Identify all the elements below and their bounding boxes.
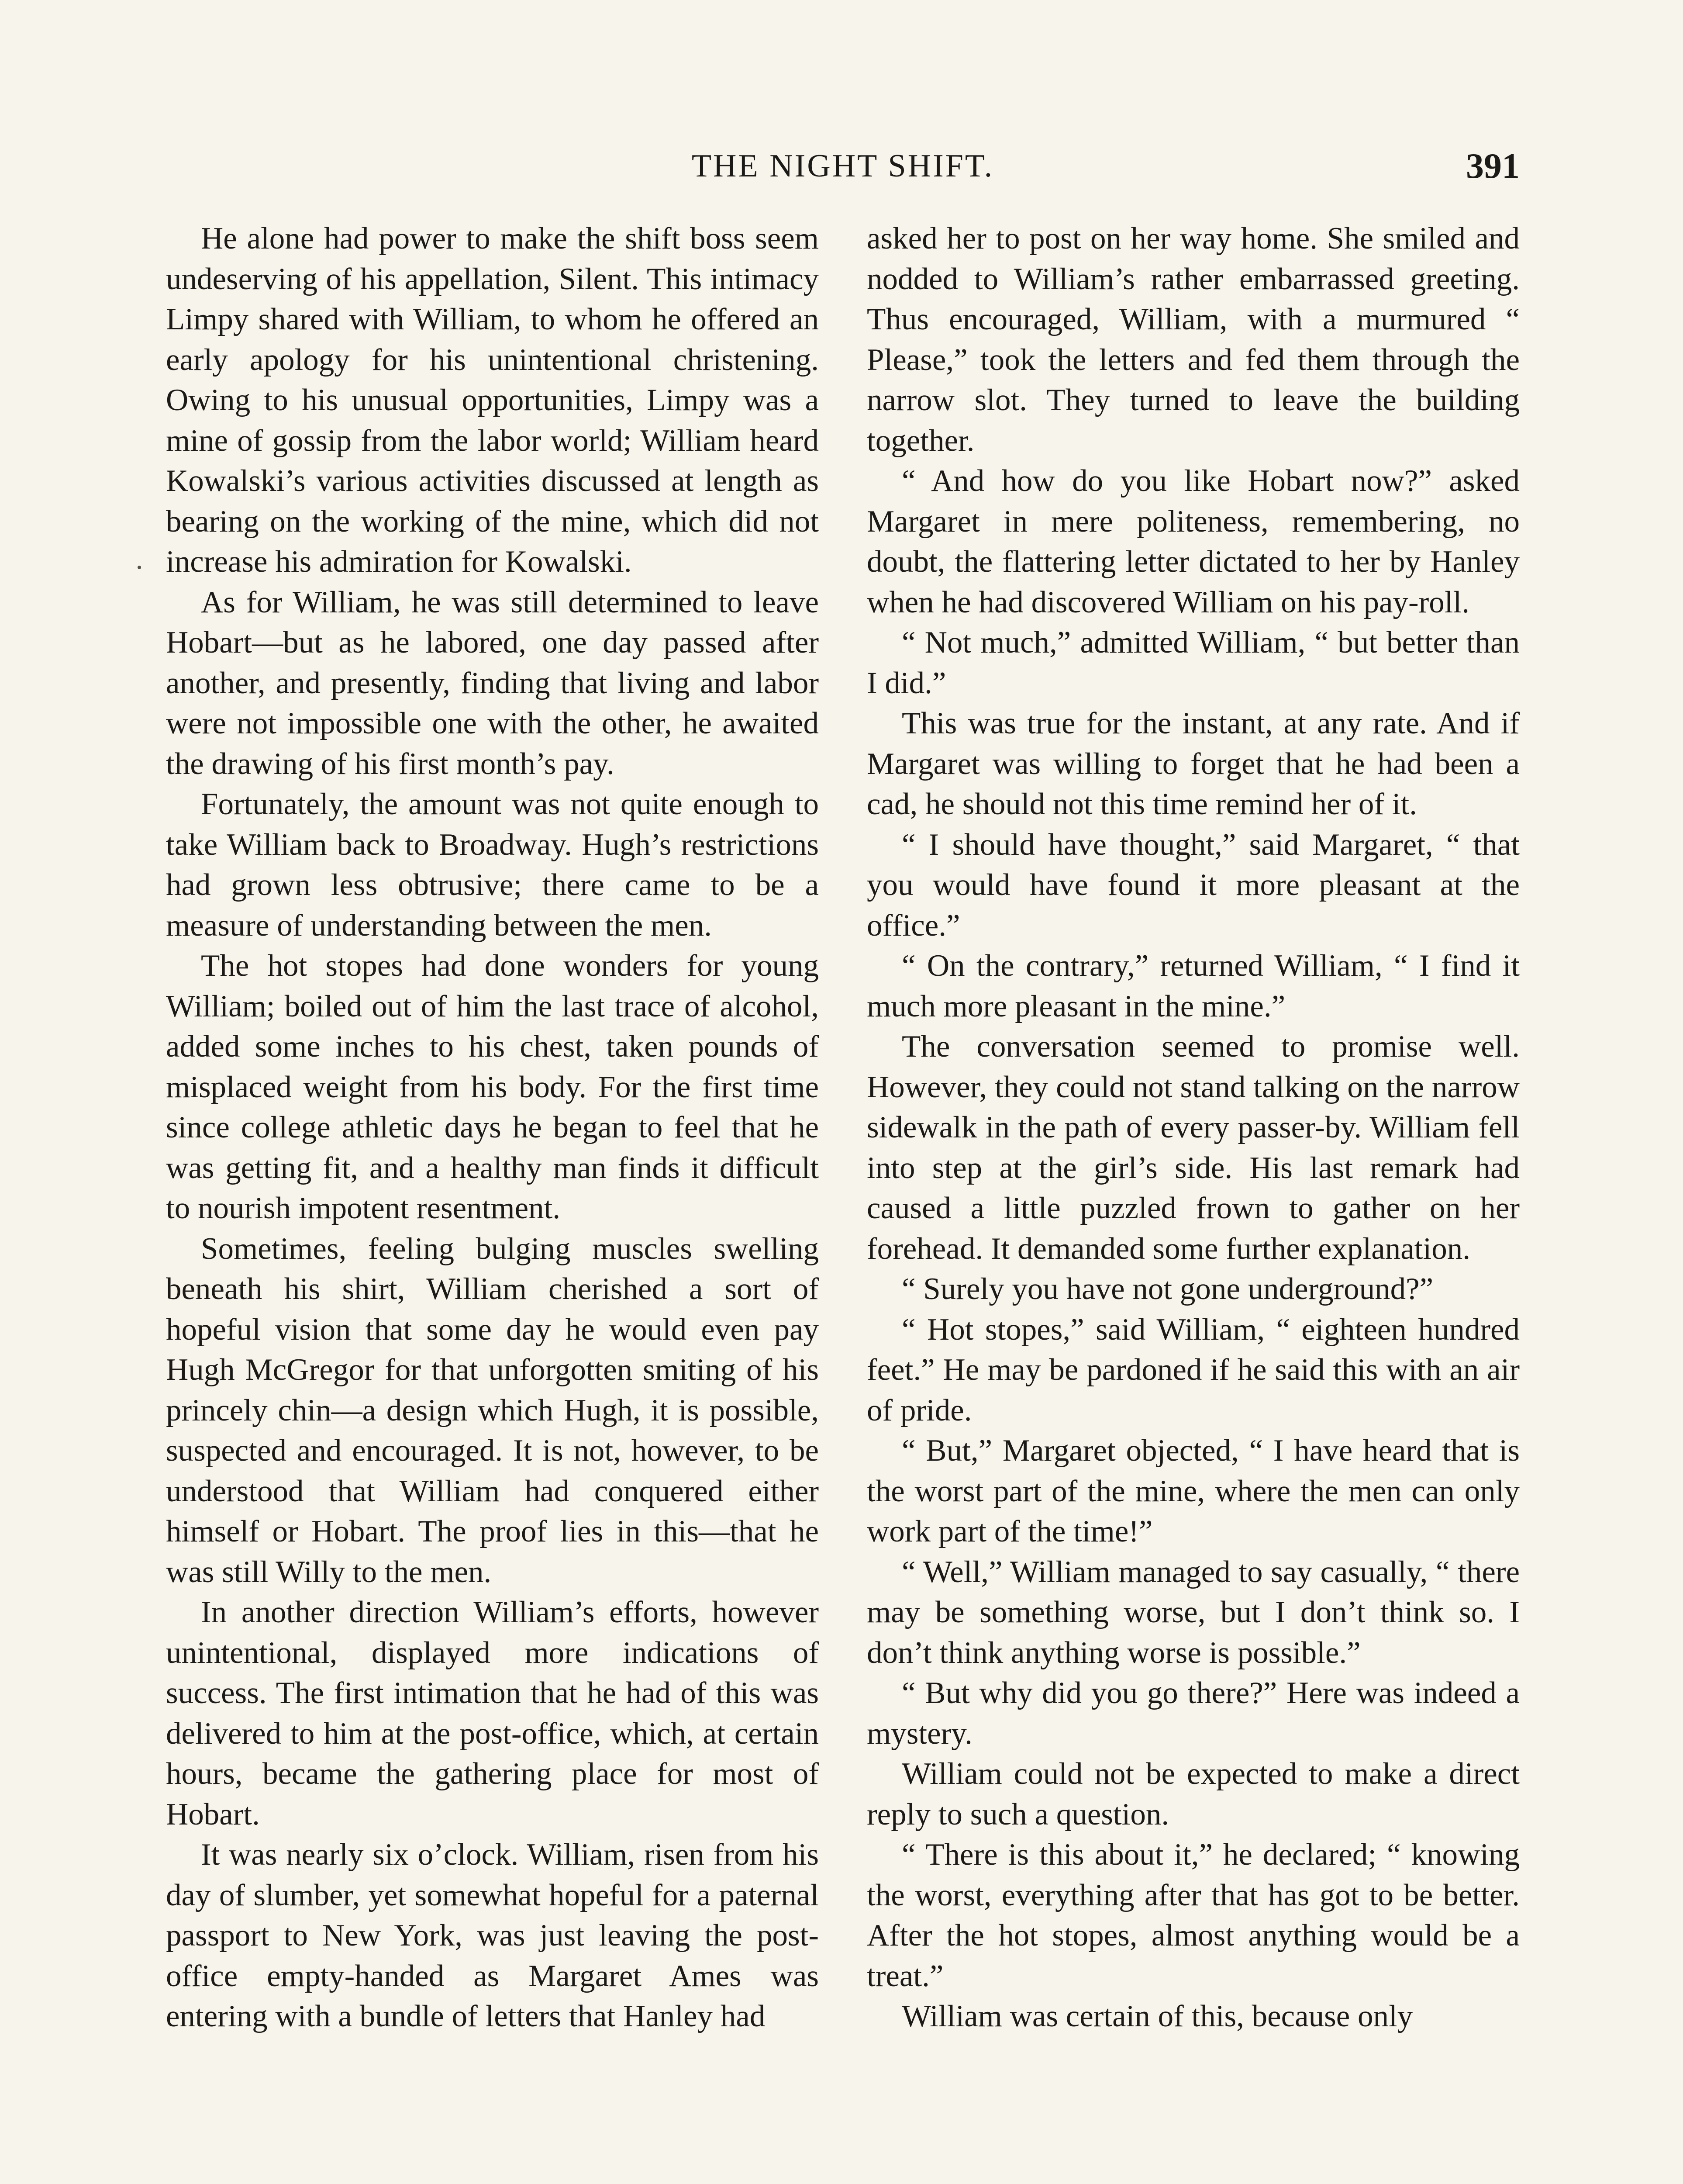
paragraph: “ Surely you have not gone underground?”	[902, 1272, 1434, 1306]
paragraph: “ There is this about it,” he declared; “ knowing the worst, everything after that has got to be better. After the hot stopes, almost anything would be a treat.”	[867, 1838, 1520, 1993]
paragraph: The conversation seemed to promise well. However, they could not stand talking on the narrow sidewalk in the path of every passer-by. William fell into step at the girl’s side. His last remark had caused a little puzzled frown to gather on her forehead. It demanded some further explanation.	[867, 1030, 1520, 1266]
paragraph: It was nearly six o’clock. William, risen from his day of slumber, yet somewhat hopeful for a paternal passport to New York, was just leaving the post-office empty-handed as Margaret Ames was entering with a bundle of letters that Hanley had	[166, 1838, 819, 2033]
paragraph: In another direction William’s efforts, however unintentional, displayed more indications of success. The first intimation that he had of this was delivered to him at the post-office, which, at certain hours, became the gathering place for most of Hobart.	[166, 1595, 819, 1832]
paragraph: The hot stopes had done wonders for young William; boiled out of him the last trace of alcohol, added some inches to his chest, taken pounds of misplaced weight from his body. For the first time since college athletic days he began to feel that he was getting fit, and a healthy man finds it difficult to nourish impotent resentment.	[166, 949, 819, 1225]
paragraph: “ Not much,” admitted William, “ but better than I did.”	[867, 625, 1520, 700]
paragraph: As for William, he was still determined to leave Hobart—but as he labored, one day passed after another, and presently, finding that living and labor were not impossible one with the other, he awaited the drawing of his first month’s pay.	[166, 585, 819, 781]
page-number: 391	[1466, 146, 1520, 186]
paragraph: “ But why did you go there?” Here was indeed a mystery.	[867, 1676, 1520, 1751]
paragraph: This was true for the instant, at any rate. And if Margaret was willing to forget that he had been a cad, he should not this time remind her of it.	[867, 706, 1520, 821]
paragraph: William was certain of this, because only	[902, 1999, 1413, 2033]
paragraph: Sometimes, feeling bulging muscles swelling beneath his shirt, William cherished a sort of hopeful vision that some day he would even pay Hugh McGregor for that unforgotten smiting of his princely chin—a design which Hugh, it is possible, suspected and encouraged. It is not, however, to be understood that William had conquered either himself or Hobart. The proof lies in this—that he was still Willy to the men.	[166, 1231, 819, 1589]
paragraph: “ Hot stopes,” said William, “ eighteen hundred feet.” He may be pardoned if he said this with an air of pride.	[867, 1312, 1520, 1427]
print-speck	[138, 566, 141, 569]
paragraph: “ Well,” William managed to say casually, “ there may be something worse, but I don’t think so. I don’t think anything worse is possible.”	[867, 1555, 1520, 1670]
paragraph: He alone had power to make the shift boss seem undeserving of his appellation, Silent. This intimacy Limpy shared with William, to whom he offered an early apology for his unintentional christening. Owing to his unusual opportunities, Limpy was a mine of gossip from the labor world; William heard Kowalski’s various activities discussed at length as bearing on the working of the mine, which did not increase his admiration for Kowalski.	[166, 221, 819, 579]
paragraph-continued: asked her to post on her way home. She smiled and nodded to William’s rather embarrassed greeting. Thus encouraged, William, with a murmured “ Please,” took the letters and fed them through the narrow slot. They turned to leave the building together.	[867, 221, 1520, 458]
paragraph: William could not be expected to make a direct reply to such a question.	[867, 1757, 1520, 1832]
paragraph: “ But,” Margaret objected, “ I have heard that is the worst part of the mine, where the men can only work part of the time!”	[867, 1434, 1520, 1548]
paragraph: Fortunately, the amount was not quite enough to take William back to Broadway. Hugh’s restrictions had grown less obtrusive; there came to be a measure of understanding between the men.	[166, 787, 819, 943]
right-column	[867, 218, 1520, 2037]
running-title: THE NIGHT SHIFT.	[691, 148, 994, 184]
paragraph: “ I should have thought,” said Margaret, “ that you would have found it more pleasant at the office.”	[867, 827, 1520, 943]
paragraph: “ And how do you like Hobart now?” asked Margaret in mere politeness, remembering, no doubt, the flattering letter dictated to her by Hanley when he had discovered William on his pay-roll.	[867, 464, 1520, 619]
left-column	[166, 218, 819, 2037]
paragraph: “ On the contrary,” returned William, “ I find it much more pleasant in the mine.”	[867, 949, 1520, 1023]
page-header	[166, 140, 1520, 192]
